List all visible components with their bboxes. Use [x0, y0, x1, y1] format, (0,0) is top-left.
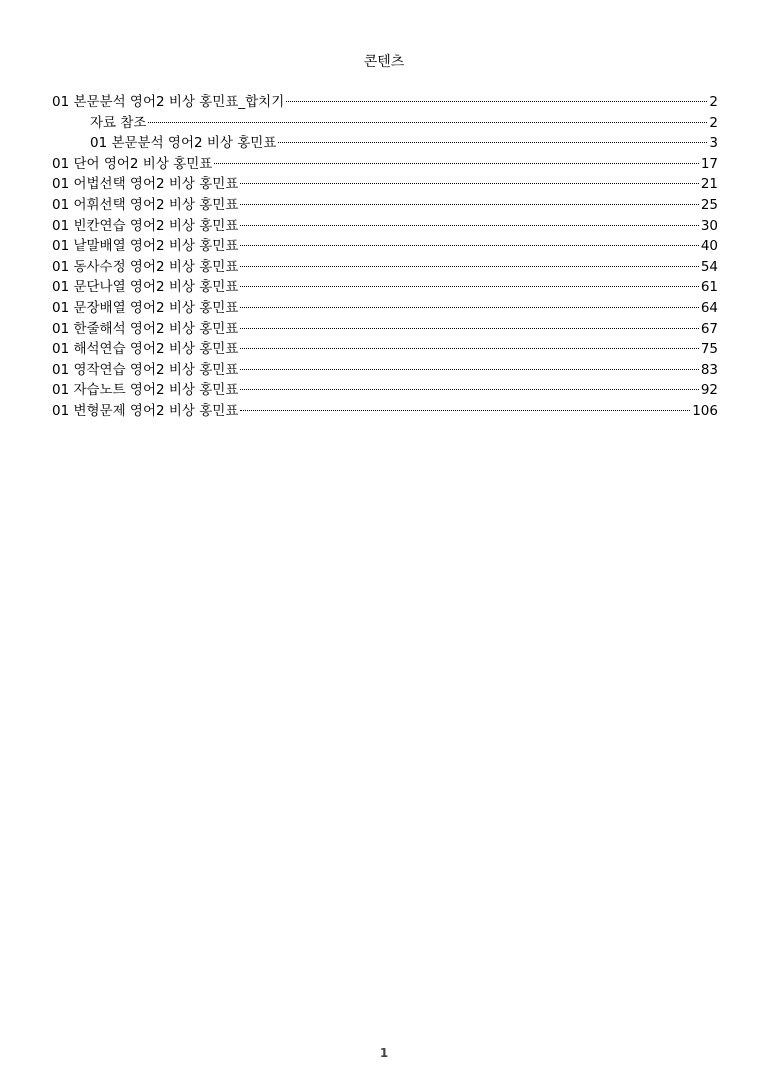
toc-entry-title: 01 어법선택 영어2 비상 홍민표	[52, 176, 239, 193]
toc-entry-title: 01 본문분석 영어2 비상 홍민표_합치기	[52, 94, 285, 110]
dot-leader	[240, 410, 690, 411]
toc-entry-title: 01 영작연습 영어2 비상 홍민표	[52, 361, 239, 378]
dot-leader	[240, 245, 698, 246]
dot-leader	[240, 266, 698, 267]
toc-entry-title: 자료 참조	[90, 114, 147, 131]
toc-entry-page: 21	[700, 176, 718, 193]
toc-entry-title: 01 문단나열 영어2 비상 홍민표	[52, 279, 239, 296]
toc-entry-title: 01 동사수정 영어2 비상 홍민표	[52, 258, 239, 275]
toc-entry[interactable]	[52, 319, 718, 340]
toc-entry-page: 75	[700, 341, 718, 358]
toc-entry-title: 01 어휘선택 영어2 비상 홍민표	[52, 196, 239, 213]
page-number: 1	[379, 1046, 389, 1060]
toc-entry[interactable]	[52, 133, 718, 154]
dot-leader	[240, 286, 698, 287]
toc-entry-page: 54	[700, 258, 718, 275]
toc-entry[interactable]	[52, 113, 718, 134]
toc-entry[interactable]	[52, 92, 718, 113]
toc-entry-title: 01 자습노트 영어2 비상 홍민표	[52, 382, 239, 399]
toc-entry-title: 01 본문분석 영어2 비상 홍민표	[90, 135, 277, 152]
toc-entry-page: 106	[692, 402, 718, 419]
table-of-contents	[52, 92, 718, 422]
dot-leader	[214, 163, 699, 164]
toc-entry-page: 61	[700, 279, 718, 296]
toc-entry-title: 01 단어 영어2 비상 홍민표	[52, 155, 213, 172]
dot-leader	[278, 142, 707, 143]
dot-leader	[240, 204, 698, 205]
toc-entry-page: 17	[700, 155, 718, 172]
toc-entry-page: 40	[700, 238, 718, 255]
toc-entry-title: 01 낱말배열 영어2 비상 홍민표	[52, 238, 239, 255]
toc-entry-page: 3	[709, 135, 718, 152]
toc-entry[interactable]	[52, 236, 718, 257]
toc-entry-page: 92	[700, 382, 718, 399]
toc-entry-page: 30	[700, 217, 718, 234]
toc-entry-title: 01 해석연습 영어2 비상 홍민표	[52, 341, 239, 358]
dot-leader	[240, 307, 698, 308]
toc-entry[interactable]	[52, 154, 718, 175]
toc-entry[interactable]	[52, 298, 718, 319]
dot-leader	[240, 328, 698, 329]
toc-entry[interactable]	[52, 174, 718, 195]
toc-entry-page: 25	[700, 196, 718, 213]
toc-entry[interactable]	[52, 339, 718, 360]
dot-leader	[240, 369, 698, 370]
toc-entry-title: 01 문장배열 영어2 비상 홍민표	[52, 299, 239, 316]
dot-leader	[240, 183, 698, 184]
toc-entry-page: 2	[709, 114, 718, 131]
toc-entry-title: 01 빈칸연습 영어2 비상 홍민표	[52, 217, 239, 234]
page-title: 콘텐츠	[363, 54, 405, 70]
dot-leader	[286, 101, 707, 102]
dot-leader	[240, 389, 698, 390]
toc-entry-page: 83	[700, 361, 718, 378]
toc-entry[interactable]	[52, 195, 718, 216]
toc-entry-title: 01 한줄해석 영어2 비상 홍민표	[52, 320, 239, 337]
toc-entry-title: 01 변형문제 영어2 비상 홍민표	[52, 402, 239, 419]
dot-leader	[240, 348, 698, 349]
toc-entry[interactable]	[52, 257, 718, 278]
toc-entry[interactable]	[52, 380, 718, 401]
toc-entry[interactable]	[52, 401, 718, 422]
toc-entry-page: 67	[700, 320, 718, 337]
toc-entry[interactable]	[52, 216, 718, 237]
toc-entry[interactable]	[52, 277, 718, 298]
toc-entry-page: 2	[709, 94, 718, 110]
dot-leader	[148, 122, 707, 123]
toc-entry[interactable]	[52, 360, 718, 381]
toc-entry-page: 64	[700, 299, 718, 316]
dot-leader	[240, 225, 698, 226]
